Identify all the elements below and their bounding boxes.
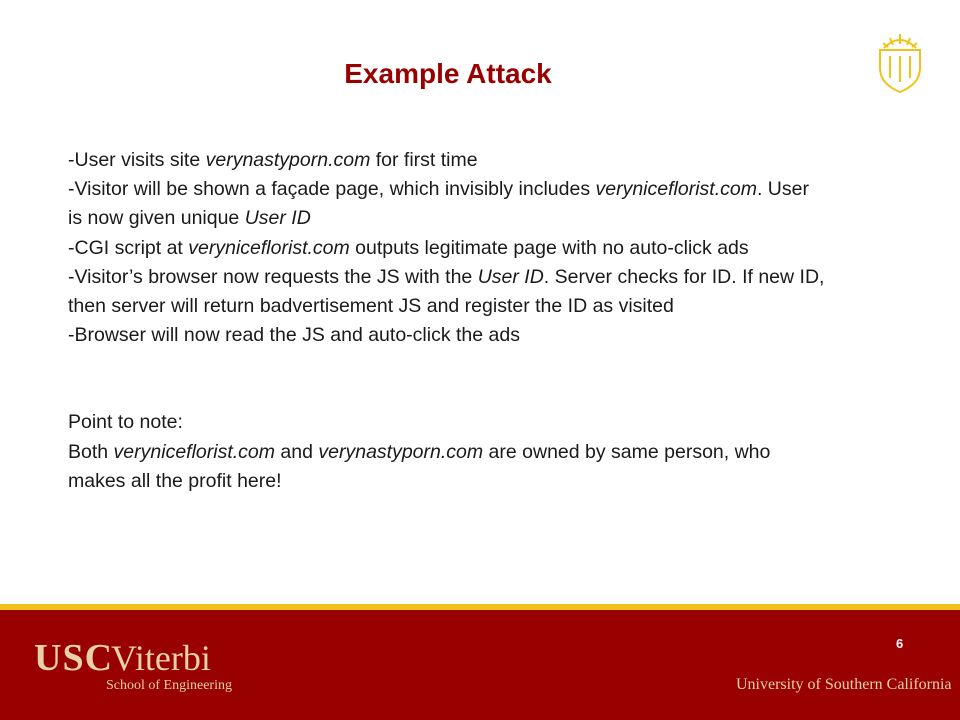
- slide-body: [68, 146, 828, 496]
- usc-viterbi-logo: USCViterbi: [34, 637, 211, 679]
- spacer: [68, 350, 828, 408]
- usc-seal-icon: [872, 30, 928, 96]
- note-text: Both veryniceflorist.com and verynastyporn.com are owned by same person, who makes all the profit here!: [68, 440, 771, 492]
- bullet-line: -Browser will now read the JS and auto-click the ads: [68, 324, 520, 347]
- page-number: 6: [896, 636, 904, 651]
- bullet-line: -Visitor will be shown a façade page, which invisibly includes veryniceflorist.com. User is now given unique User ID: [68, 178, 809, 230]
- school-name: School of Engineering: [106, 678, 232, 693]
- slide-title: Example Attack: [344, 58, 552, 89]
- university-name: University of Southern California: [736, 676, 952, 693]
- bullet-line: -CGI script at veryniceflorist.com outputs legitimate page with no auto-click ads: [68, 236, 749, 259]
- note-heading: Point to note:: [68, 411, 183, 434]
- bullet-line: -Visitor’s browser now requests the JS with the User ID. Server checks for ID. If new ID, then server will return badvertisement JS and register the ID as visited: [68, 265, 825, 318]
- bullet-line: -User visits site verynastyporn.com for first time: [68, 149, 478, 171]
